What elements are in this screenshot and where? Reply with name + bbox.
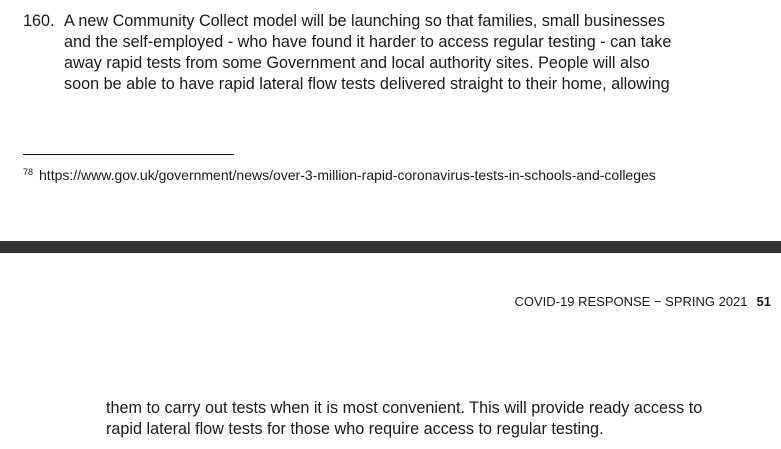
footnote: [23, 163, 656, 184]
page-break-bar: [0, 241, 781, 253]
continuation-text: them to carry out tests when it is most convenient. This will provide ready access to rapid lateral flow tests for those who require access to regular testing.: [106, 399, 703, 438]
page-number: 51: [756, 294, 771, 309]
header-title: COVID-19 RESPONSE − SPRING 2021: [514, 294, 748, 309]
footnote-divider: [23, 154, 234, 155]
paragraph-text: A new Community Collect model will be launching so that families, small businesses and the self-employed - who have found it harder to access regular testing - can take away rapid tests from some Government and local authority sites. People will also soon be able to have rapid lateral flow tests delivered straight to their home, allowing: [64, 12, 672, 93]
footnote-link[interactable]: https://www.gov.uk/government/news/over-3-million-rapid-coronavirus-tests-in-schools-and-colleges: [39, 167, 656, 183]
running-header: [515, 294, 771, 310]
paragraph-number: 160.: [23, 12, 55, 30]
footnote-marker: 78: [23, 167, 34, 177]
